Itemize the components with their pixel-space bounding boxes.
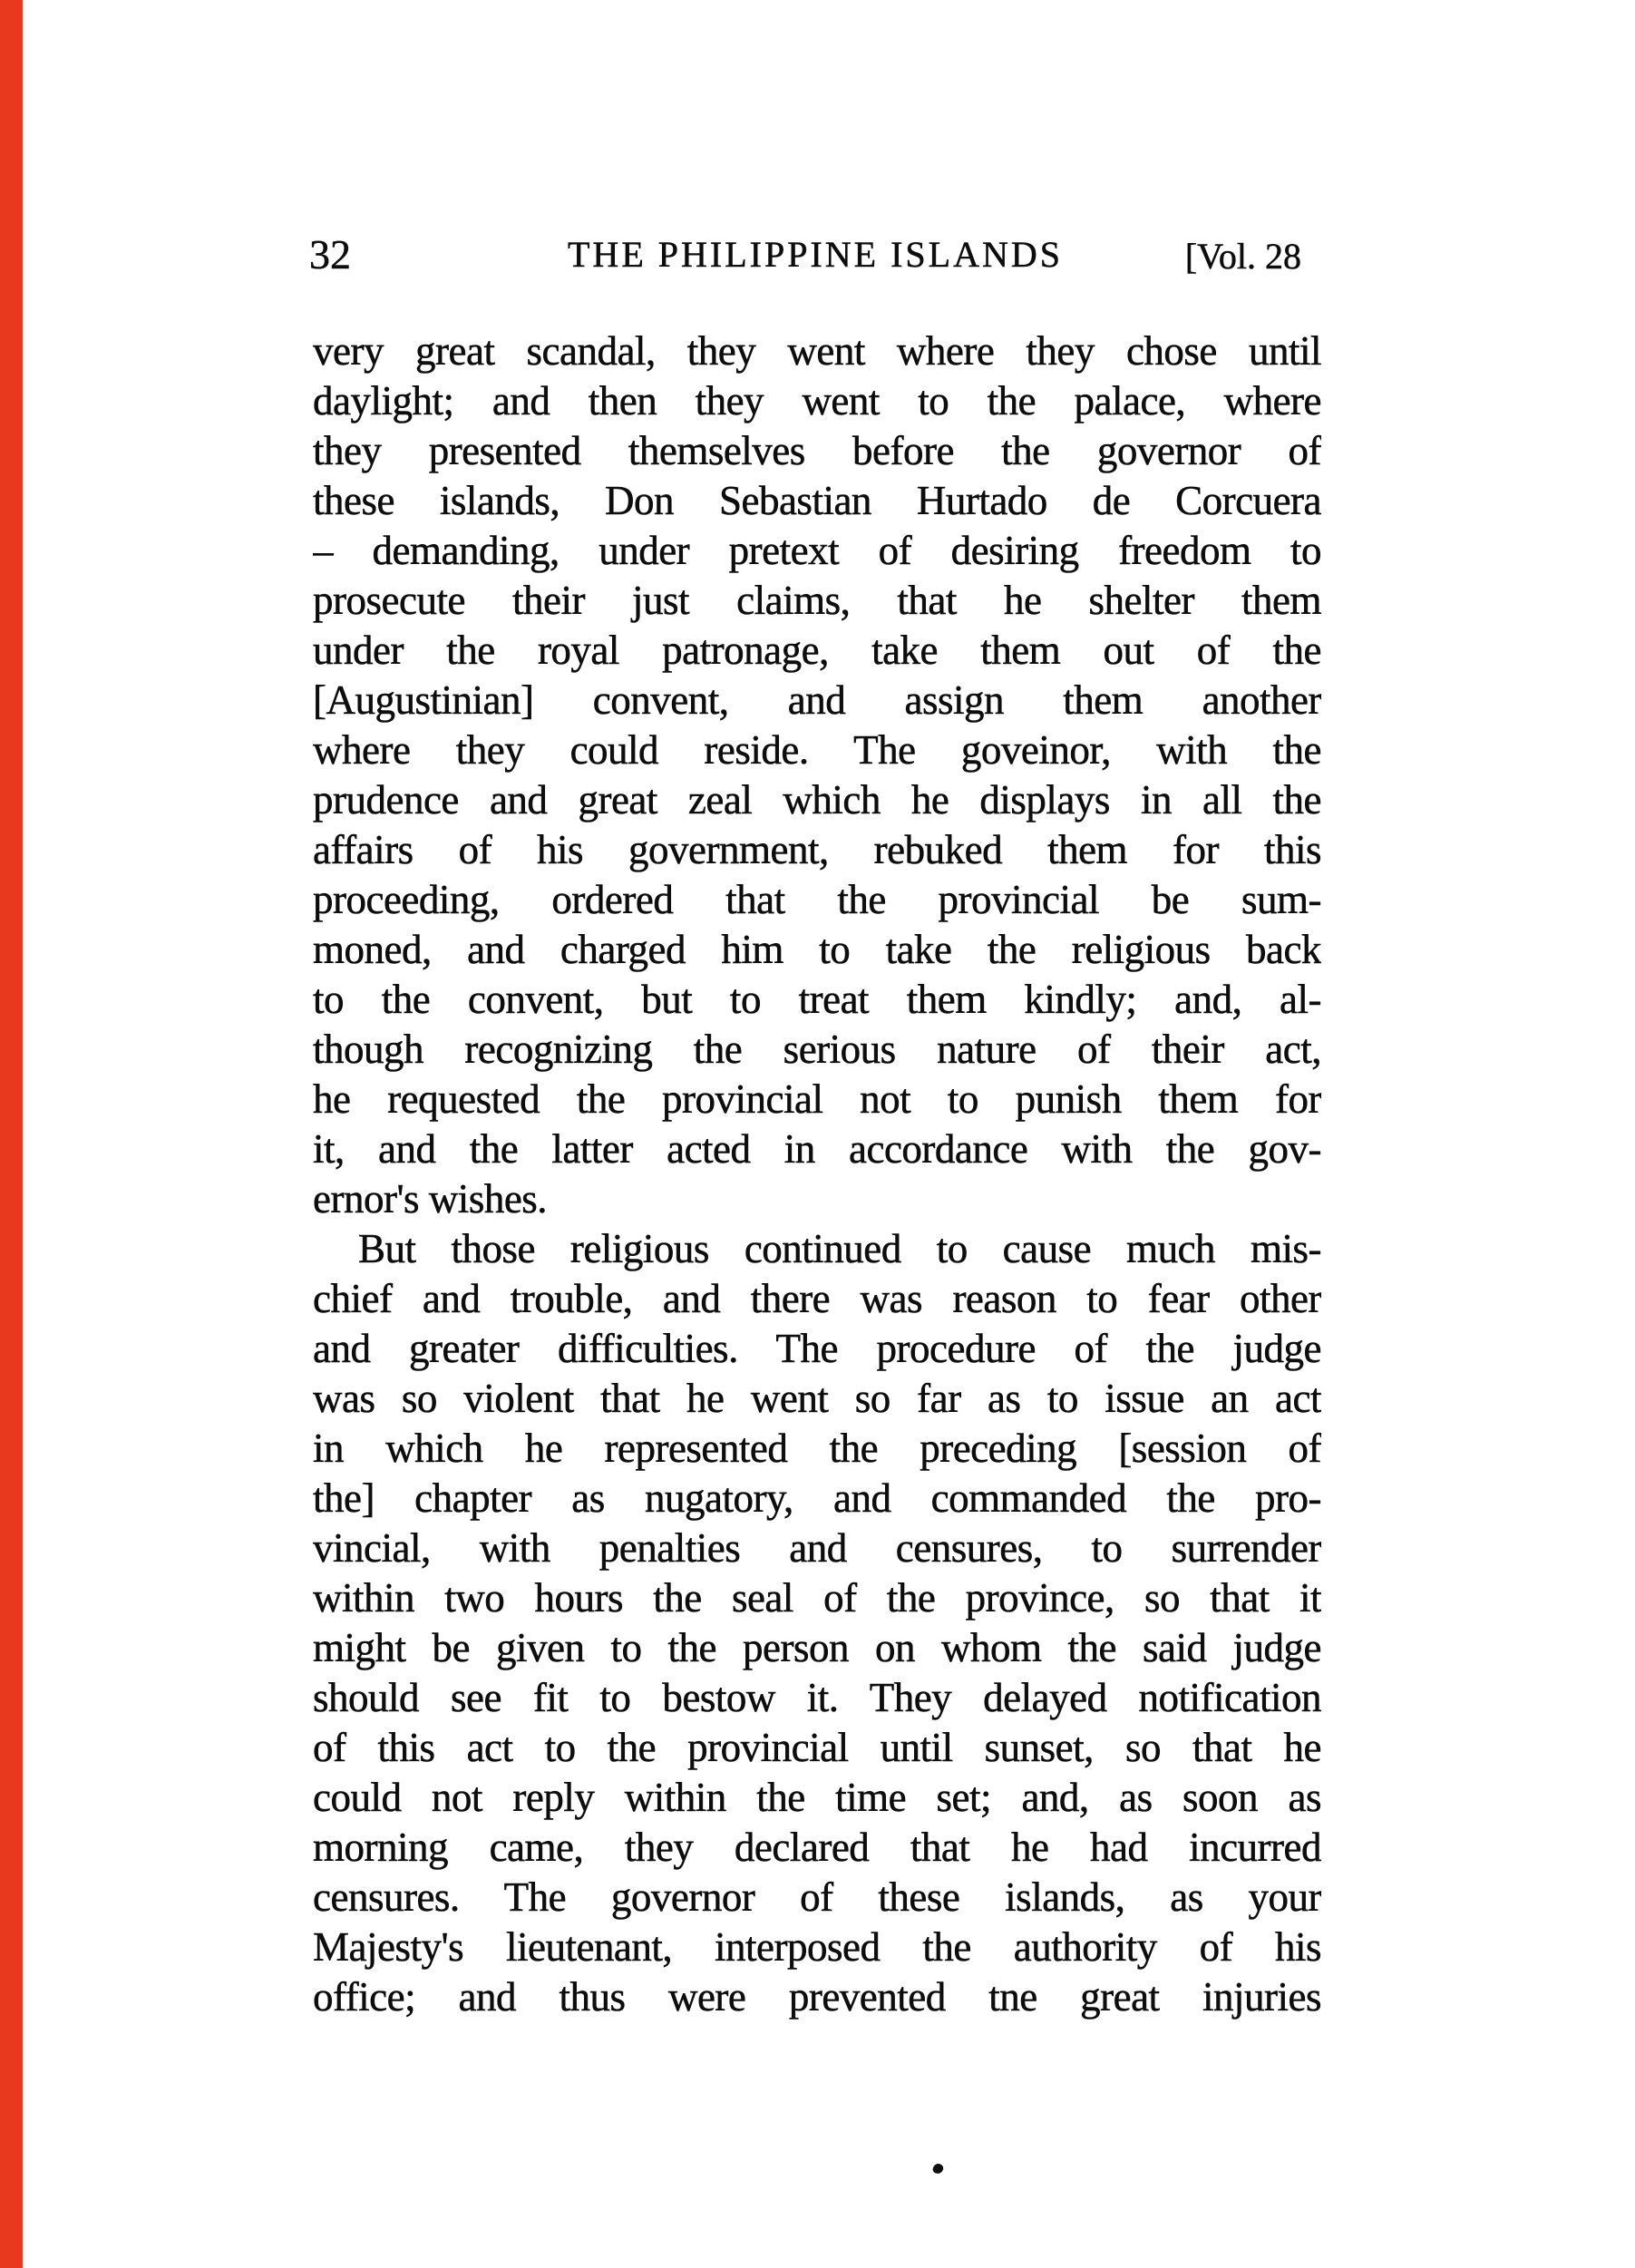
running-title: THE PHILIPPINE ISLANDS [568,234,1063,275]
text-line: and greater difficulties. The procedure of the judge [313,1326,1321,1371]
text-line: might be given to the person on whom the said judge [313,1625,1321,1670]
text-line: [Augustinian] convent, and assign them another [313,677,1321,723]
text-line: – demanding, under pretext of desiring freedom to [313,528,1321,573]
text-line: ernor's wishes. [313,1176,548,1222]
scan-edge-stripe [0,0,23,2268]
text-line: these islands, Don Sebastian Hurtado de Corcuera [313,478,1321,523]
text-line: should see fit to bestow it. They delayed notification [313,1675,1321,1720]
text-line: proceeding, ordered that the provincial be sum- [313,877,1321,922]
text-line: under the royal patronage, take them out of the [313,628,1321,673]
text-line: though recognizing the serious nature of their act, [313,1027,1321,1072]
text-line: to the convent, but to treat them kindly; and, al- [313,977,1321,1022]
text-line: was so violent that he went so far as to issue an act [313,1376,1321,1421]
text-line: very great scandal, they went where they chose until [313,328,1321,374]
text-line: vincial, with penalties and censures, to surrender [313,1525,1321,1571]
text-line: where they could reside. The goveinor, with the [313,727,1321,773]
text-line: But those religious continued to cause much mis- [358,1226,1321,1271]
text-line: censures. The governor of these islands, as your [313,1874,1321,1920]
page-body [313,326,1321,2022]
text-line: within two hours the seal of the province, so that it [313,1575,1321,1621]
text-line: the] chapter as nugatory, and commanded the pro- [313,1475,1321,1521]
volume-label: [Vol. 28 [1184,236,1301,277]
text-line: could not reply within the time set; and, as soon as [313,1775,1321,1820]
text-line: daylight; and then they went to the palace, where [313,378,1321,423]
text-line: affairs of his government, rebuked them for this [313,827,1321,872]
text-line: morning came, they declared that he had incurred [313,1825,1321,1870]
text-line: it, and the latter acted in accordance with the gov- [313,1126,1321,1172]
text-line: Majesty's lieutenant, interposed the authority of his [313,1924,1321,1970]
text-line: they presented themselves before the governor of [313,428,1321,473]
text-line: prudence and great zeal which he displays in all the [313,777,1321,823]
ink-speck [931,2162,944,2175]
text-line: moned, and charged him to take the religious back [313,927,1321,972]
text-line: prosecute their just claims, that he shelter them [313,578,1321,623]
text-line: in which he represented the preceding [session of [313,1426,1321,1471]
page-number: 32 [309,231,351,277]
text-line: office; and thus were prevented tne great injuries [313,1974,1321,2020]
text-line: of this act to the provincial until sunset, so that he [313,1725,1321,1770]
text-line: chief and trouble, and there was reason to fear other [313,1276,1321,1321]
page-header [309,231,1321,279]
text-line: he requested the provincial not to punish them for [313,1076,1321,1122]
